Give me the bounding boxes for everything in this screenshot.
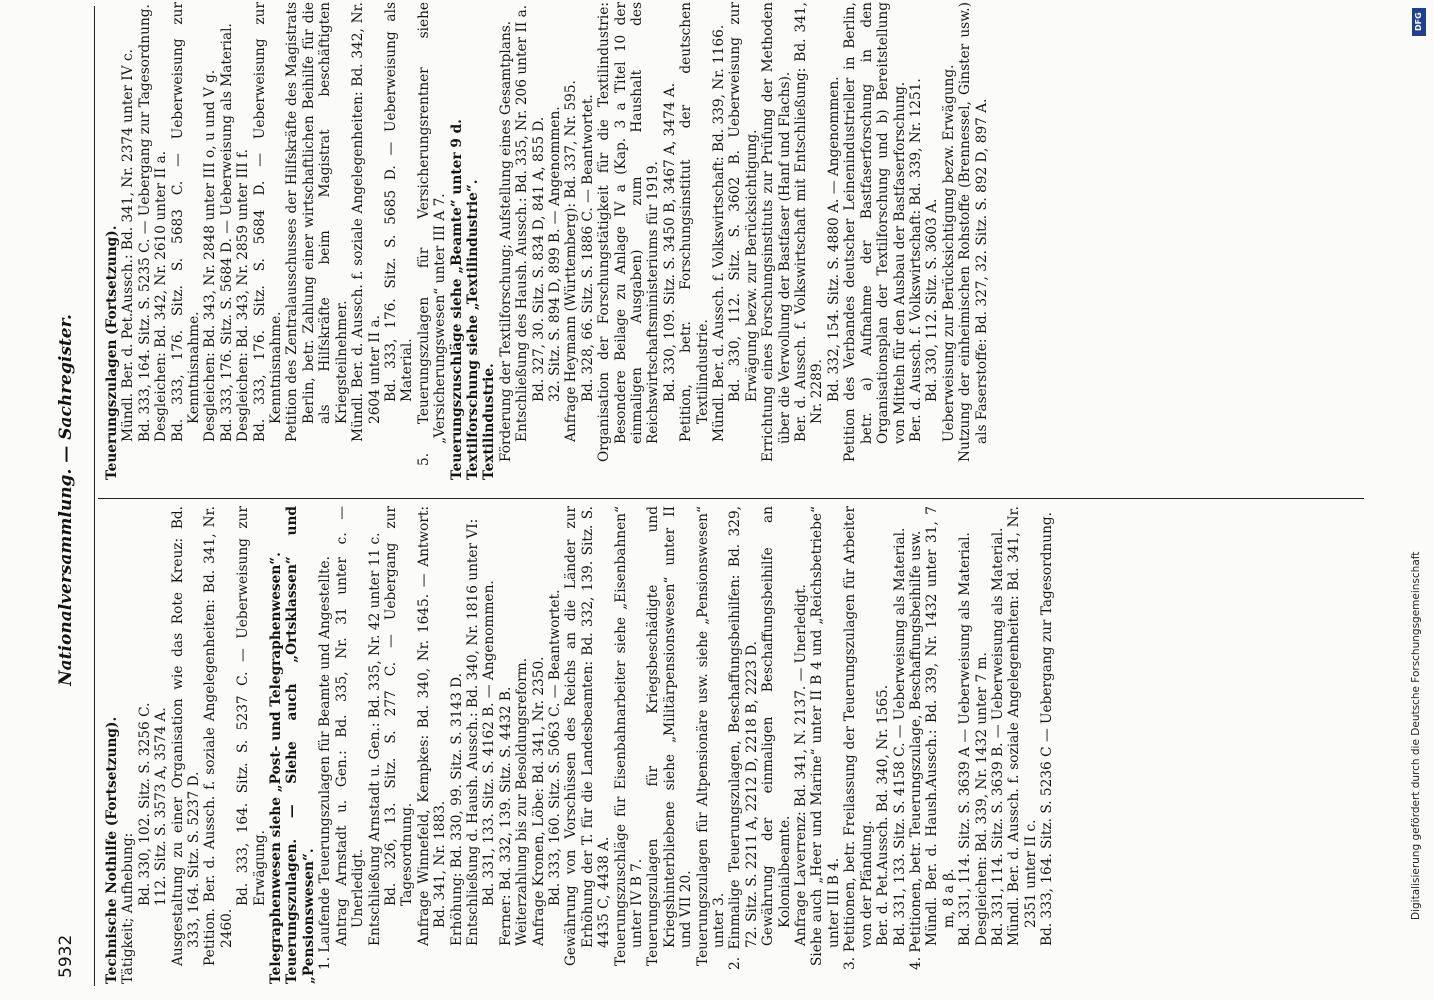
index-entry: Bd. 333, 176. Sitz. S. 5684 D. — Ueberweisung zur Kenntnisnahme.: [251, 2, 285, 442]
index-entry: Ber. d. Aussch. f. Volkswirtschaft: Bd. 339, Nr. 1251.: [907, 78, 924, 442]
index-entry: Petition des Zentralausschusses der Hilfskräfte des Magistrats Berlin, betr. Zahlung einer wirtschaftlichen Beihilfe für die als Hilfskräfte beim Magistrat beschäftigten Kriegsteilnehmer.: [284, 2, 350, 442]
index-entry: Bd. 331, 133. Sitz. S. 4158 C. — Ueberweisung als Material.: [891, 527, 908, 946]
index-entry: Entschließung Arnstadt u. Gen.: Bd. 335, Nr. 42 unter 11 c.: [366, 532, 383, 946]
index-entry: Teuerungszulagen. — Siehe auch „Ortsklassen“ und „Pensionswesen“.: [284, 506, 317, 984]
index-entry: Organisation der Forschungstätigkeit für die Textilindustrie: Besondere Beilage zu Anlage IV a (Kap. 3 a Titel 10 der einmaligen Ausgaben) zum Haushalt des Reichswirtschaftsministeriums für 1919.: [596, 2, 662, 462]
index-entry: Teuerungszulagen (Fortsetzung).: [104, 225, 120, 480]
index-entry: Desgleichen: Bd. 343, Nr. 2859 unter III f.: [235, 149, 252, 442]
index-entry: 3. Petitionen, betr. Freilassung der Teuerungszulagen für Arbeiter von der Pfändung.: [842, 506, 875, 970]
page-header: [50, 0, 90, 1000]
index-entry: Bd. 331, 114. Sitz. S. 3639 B. — Ueberweisung als Material.: [989, 527, 1006, 946]
index-entry: Gewährung von Vorschüssen des Reichs an die Länder zur Erhöhung der T. für die Landesbeamten: Bd. 332, 139. Sitz. S. 4435 C, 4438 A.: [563, 506, 613, 966]
index-entry: Anfrage Kronen, Löbe: Bd. 341, Nr. 2350.: [530, 656, 547, 946]
index-entry: Textilindustrie.: [481, 363, 498, 480]
index-entry: Teuerungszuschläge für Eisenbahnarbeiter siehe „Eisenbahnen“ unter IV B 7.: [612, 506, 645, 966]
index-entry: 5. Teuerungszulagen für Versicherungsrentner siehe „Versicherungswesen“ unter III A 7.: [415, 2, 449, 466]
index-entry: Bd. 332, 154. Sitz. S. 4880 A. — Angenommen.: [825, 76, 842, 402]
index-entry: Bd. 333, 176. Sitz. S. 5683 C. — Ueberweisung zur Kenntnisnahme.: [169, 2, 203, 442]
index-entry: Bd. 330, 109. Sitz. S. 3450 B, 3467 A, 3474 A.: [661, 82, 678, 402]
index-entry: Nutzung der einheimischen Rohstoffe (Brennessel, Ginster usw.) als Faserstoffe: Bd. 327, 32. Sitz. S. 892 D, 897 A.: [957, 2, 990, 462]
index-entry: Petition des Verbandes deutscher Leinenindustrieller in Berlin, betr. a) Aufnahme der Bastfaserforschung in den Organisationsplan der Textilforschung und b) Bereitstellung von Mitteln für den Ausbau der Bastfaserforschung.: [842, 2, 908, 462]
index-entry: Telegraphenwesen siehe „Post- und Telegraphenwesen“.: [268, 552, 285, 984]
index-entry: Textilforschung siehe „Textilindustrie“.: [464, 179, 481, 480]
index-entry: Erhöhung: Bd. 330, 99. Sitz. S. 3143 D.: [448, 672, 465, 946]
index-entry: Teuerungszulagen für Altpensionäre usw. siehe „Pensionswesen“ unter 3.: [694, 506, 728, 966]
column-divider: [98, 498, 1364, 499]
index-entry: Bd. 331, 133. Sitz. S. 4162 B. — Angenommen.: [481, 580, 498, 906]
index-entry: Petition, betr. Forschungsinstitut der deutschen Textilindustrie.: [678, 2, 711, 442]
index-entry: Entschließung d. Haush. Aussch.: Bd. 340, Nr. 1816 unter VI:: [464, 518, 481, 946]
index-entry: Mündl. Ber. d. Haush.Aussch.: Bd. 339, Nr. 1432 unter 31, 7 m, 8 a β.: [924, 506, 957, 946]
index-entry: Ueberweisung zur Berücksichtigung bezw. Erwägung.: [940, 64, 957, 442]
index-entry: 112. Sitz. S. 3573 A, 3574 A.: [153, 707, 170, 906]
index-entry: Bd. 330, 112. Sitz. S. 3603 A.: [924, 198, 941, 402]
left-column: [104, 506, 1056, 984]
index-entry: Desgleichen: Bd. 343, Nr. 2848 unter III o, u und V g.: [202, 69, 219, 442]
index-entry: Antrag Arnstadt u. Gen.: Bd. 335, Nr. 31 unter c. — Unerledigt.: [333, 506, 367, 946]
index-entry: Petition. Ber. d. Aussch. f. soziale Angelegenheiten: Bd. 341, Nr. 2460.: [202, 506, 235, 966]
index-entry: Technische Nothilfe (Fortsetzung).: [104, 716, 120, 984]
running-title: Nationalversammlung. — Sachregister.: [56, 314, 76, 686]
index-entry: Bd. 333, 176. Sitz. S. 5684 D. — Ueberweisung als Material.: [218, 23, 235, 442]
index-entry: Anfrage Laverrenz: Bd. 341, N. 2137. — Unerledigt.: [793, 584, 810, 946]
index-entry: Gewährung der einmaligen Beschaffungsbeihilfe an Kolonialbeamte.: [760, 506, 793, 946]
index-entry: 1. Laufende Teuerungszulagen für Beamte und Angestellte.: [317, 556, 334, 970]
index-entry: Bd. 326, 13. Sitz. S. 277 C. — Uebergang zur Tagesordnung.: [382, 506, 416, 906]
index-entry: Ber. d. Pet.Aussch. Bd. 340, Nr. 1565.: [875, 684, 892, 946]
index-entry: Ferner: Bd. 332, 139. Sitz. S. 4432 B.: [497, 686, 514, 946]
index-entry: Ber. d. Aussch. f. Volkswirtschaft mit Entschließung: Bd. 341, Nr. 2289.: [793, 2, 826, 442]
index-entry: Mündl. Ber. d. Pet.Aussch.: Bd. 341, Nr. 2374 unter IV c.: [120, 49, 137, 442]
index-entry: Tätigkeit; Aufhebung:: [120, 832, 137, 984]
index-entry: Förderung der Textilforschung; Aufstellung eines Gesamtplans.: [497, 20, 514, 462]
index-entry: Bd. 331, 114. Sitz. S. 3639 A — Ueberweisung als Material.: [957, 532, 974, 946]
index-entry: Siehe auch „Heer und Marine“ unter II B 4 und „Reichsbetriebe“ unter III B 4.: [809, 506, 842, 966]
index-entry: Desgleichen: Bd. 342, Nr. 2610 unter II a.: [153, 150, 170, 442]
index-entry: Teuerungszulagen für Kriegsbeschädigte und Kriegshinterbliebene siehe „Militärpensionswesen“ unter II und VII 20.: [645, 506, 695, 966]
index-entry: Bd. 327, 30. Sitz. S. 834 D, 841 A, 855 D.: [530, 116, 547, 402]
index-entry: Mündl. Ber. d. Aussch. f. Volkswirtschaft: Bd. 339, Nr. 1166.: [711, 24, 728, 442]
index-entry: Entschließung des Haush. Aussch.: Bd. 335, Nr. 206 unter II a.: [514, 4, 531, 442]
index-entry: Weiterzahlung bis zur Besoldungsreform.: [514, 657, 531, 946]
index-entry: Ausgestaltung zu einer Organisation wie das Rote Kreuz: Bd. 333, 164. Sitz. S. 5237 D.: [169, 506, 203, 966]
index-entry: Teuerungszuschläge siehe „Beamte“ unter 9 d.: [448, 119, 465, 480]
index-entry: Mündl. Ber. d. Aussch. f. soziale Angelegenheiten: Bd. 342, Nr. 2604 unter II a.: [350, 2, 383, 442]
index-entry: Bd. 330, 112. Sitz. S. 3602 B. Ueberweisung zur Erwägung bezw. zur Berücksichtigung.: [727, 2, 760, 402]
index-entry: Mündl. Ber. d. Aussch. f. soziale Angelegenheiten: Bd. 341, Nr. 2351 unter II c.: [1006, 506, 1039, 946]
right-column: [104, 2, 990, 480]
credit-text: Digitalisierung gefördert durch die Deutsche Forschungsgemeinschaft: [1410, 551, 1422, 920]
index-entry: Anfrage Heymann (Württemberg): Bd. 337, Nr. 595.: [563, 80, 580, 442]
index-entry: 32. Sitz. S. 894 D, 899 B. — Angenommen.: [546, 106, 563, 402]
index-entry: Bd. 328, 66. Sitz. S. 1886 C. — Beantwortet.: [579, 94, 596, 402]
index-entry: Bd. 333, 164. Sitz. S. 5236 C — Uebergang zur Tagesordnung.: [1039, 511, 1056, 946]
index-entry: Anfrage Winnefeld, Kempkes: Bd. 340, Nr. 1645. — Antwort: Bd. 341, Nr. 1883.: [415, 506, 449, 946]
index-entry: 4. Petitionen, betr. Teuerungszulage, Beschaffungsbeihilfe usw.: [907, 530, 924, 970]
rotated-page: [12, 0, 1392, 1000]
index-entry: Desgleichen: Bd. 339, Nr. 1432 unter 7 m.: [973, 652, 990, 946]
page-number: 5932: [56, 934, 76, 978]
index-entry: Bd. 333, 164. Sitz. S. 5235 C. — Uebergang zur Tagesordnung.: [136, 4, 153, 442]
index-entry: Bd. 330, 102. Sitz. S. 3256 C.: [136, 702, 153, 906]
index-entry: Bd. 333, 176. Sitz. S. 5685 D. — Ueberweisung als Material.: [382, 2, 416, 402]
side-credit: [1406, 0, 1432, 1000]
index-entry: Bd. 333, 164. Sitz. S. 5237 C. — Ueberweisung zur Erwägung.: [235, 506, 268, 906]
dfg-logo: DFG: [1412, 8, 1426, 36]
header-rule: [94, 6, 95, 986]
index-entry: Bd. 333, 160. Sitz. S. 5063 C. — Beantwortet.: [546, 589, 563, 906]
index-entry: 2. Einmalige Teuerungszulagen, Beschaffungsbeihilfen: Bd. 329, 72. Sitz. S. 2211 A, 2212 D, 2218 B, 2223 D.: [727, 506, 760, 970]
index-entry: Errichtung eines Forschungsinstituts zur Prüfung der Methoden über die Verwollung der Bastfaser (Hanf und Flachs).: [760, 2, 793, 462]
